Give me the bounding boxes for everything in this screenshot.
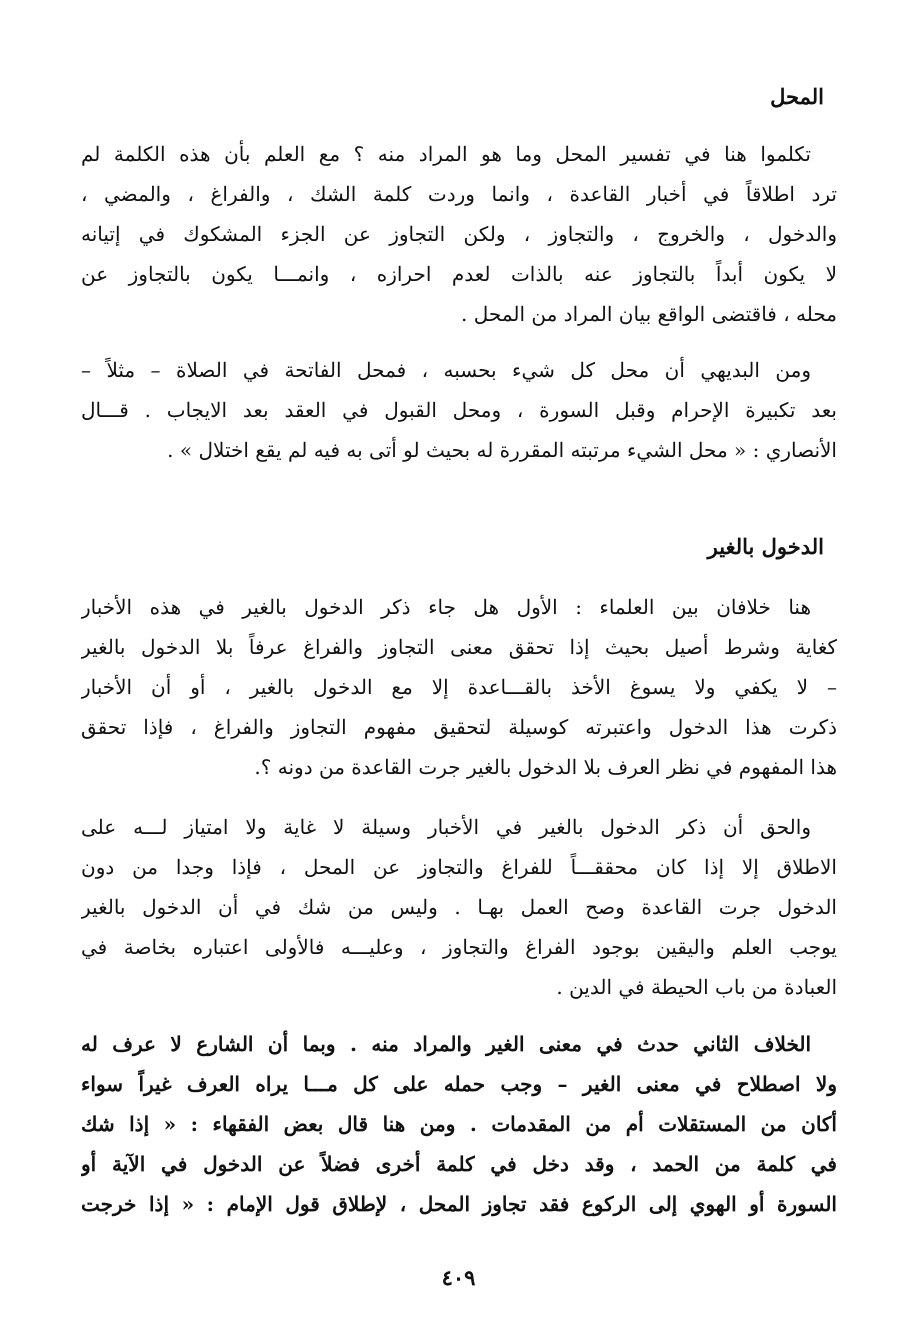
text-line: ترد اطلاقاً في أخبار القاعدة ، وانما وردت كلمة الشك ، والفراغ ، والمضي ،	[81, 182, 837, 206]
section-heading-mahal: المحل	[770, 84, 824, 109]
text-line: هنا خلافان بين العلماء : الأول هل جاء ذكر الدخول بالغير في هذه الأخبار	[81, 595, 811, 619]
text-line: أكان من المستقلات أم من المقدمات . ومن هنا قال بعض الفقهاء : « إذا شك	[81, 1112, 837, 1136]
text-line: تكلموا هنا في تفسير المحل وما هو المراد منه ؟ مع العلم بأن هذه الكلمة لم	[81, 142, 811, 166]
paragraph	[81, 350, 837, 470]
section-heading-dukhul-bilghayr: الدخول بالغير	[707, 534, 824, 559]
paragraph	[81, 587, 837, 787]
paragraph	[81, 807, 837, 1007]
text-line: ومن البديهي أن محل كل شيء بحسبه ، فمحل الفاتحة في الصلاة – مثلاً –	[81, 358, 811, 382]
text-line: السورة أو الهوي إلى الركوع فقد تجاوز المحل ، لإطلاق قول الإمام : « إذا خرجت	[81, 1192, 837, 1216]
page-number: ٤٠٩	[441, 1265, 476, 1290]
text-line: في كلمة من الحمد ، وقد دخل في كلمة أخرى فضلاً عن الدخول في الآية أو	[81, 1152, 837, 1176]
text-line: والدخول ، والخروج ، والتجاوز ، ولكن التجاوز عن الجزء المشكوك في إتيانه	[81, 222, 837, 246]
text-line: محله ، فاقتضى الواقع بيان المراد من المحل .	[461, 302, 837, 326]
text-line: الأنصاري : « محل الشيء مرتبته المقررة له بحيث لو أتى به فيه لم يقع اختلال » .	[167, 438, 837, 462]
paragraph	[81, 1024, 837, 1224]
text-line: الدخول جرت القاعدة وصح العمل بهـا . وليس من شك في أن الدخول بالغير	[81, 895, 837, 919]
text-line: يوجب العلم واليقين بوجود الفراغ والتجاوز ، وعليـــه فالأولى اعتباره بخاصة في	[81, 935, 837, 959]
text-line: العبادة من باب الحيطة في الدين .	[556, 975, 837, 999]
text-line: هذا المفهوم في نظر العرف بلا الدخول بالغير جرت القاعدة من دونه ؟.	[254, 755, 837, 779]
text-line: ولا اصطلاح في معنى الغير – وجب حمله على كل مـــا يراه العرف غيراً سواء	[81, 1072, 837, 1096]
text-line: – لا يكفي ولا يسوغ الأخذ بالقـــاعدة إلا مع الدخول بالغير ، أو أن الأخبار	[81, 675, 837, 699]
text-line: كغاية وشرط أصيل بحيث إذا تحقق معنى التجاوز والفراغ عرفاً بلا الدخول بالغير	[81, 635, 837, 659]
text-line: والحق أن ذكر الدخول بالغير في الأخبار وسيلة لا غاية ولا امتياز لـــه على	[81, 815, 811, 839]
text-line: ذكرت هذا الدخول واعتبرته كوسيلة لتحقيق مفهوم التجاوز والفراغ ، فإذا تحقق	[81, 715, 837, 739]
text-line: الخلاف الثاني حدث في معنى الغير والمراد منه . وبما أن الشارع لا عرف له	[81, 1032, 811, 1056]
text-line: بعد تكبيرة الإحرام وقبل السورة ، ومحل القبول في العقد بعد الايجاب . قـــال	[81, 398, 837, 422]
text-line: لا يكون أبداً بالتجاوز عنه بالذات لعدم احرازه ، وانمـــا يكون بالتجاوز عن	[81, 262, 837, 286]
text-line: الاطلاق إلا إذا كان محققـــاً للفراغ والتجاوز عن المحل ، فإذا وجدا من دون	[81, 855, 837, 879]
paragraph	[81, 134, 837, 334]
